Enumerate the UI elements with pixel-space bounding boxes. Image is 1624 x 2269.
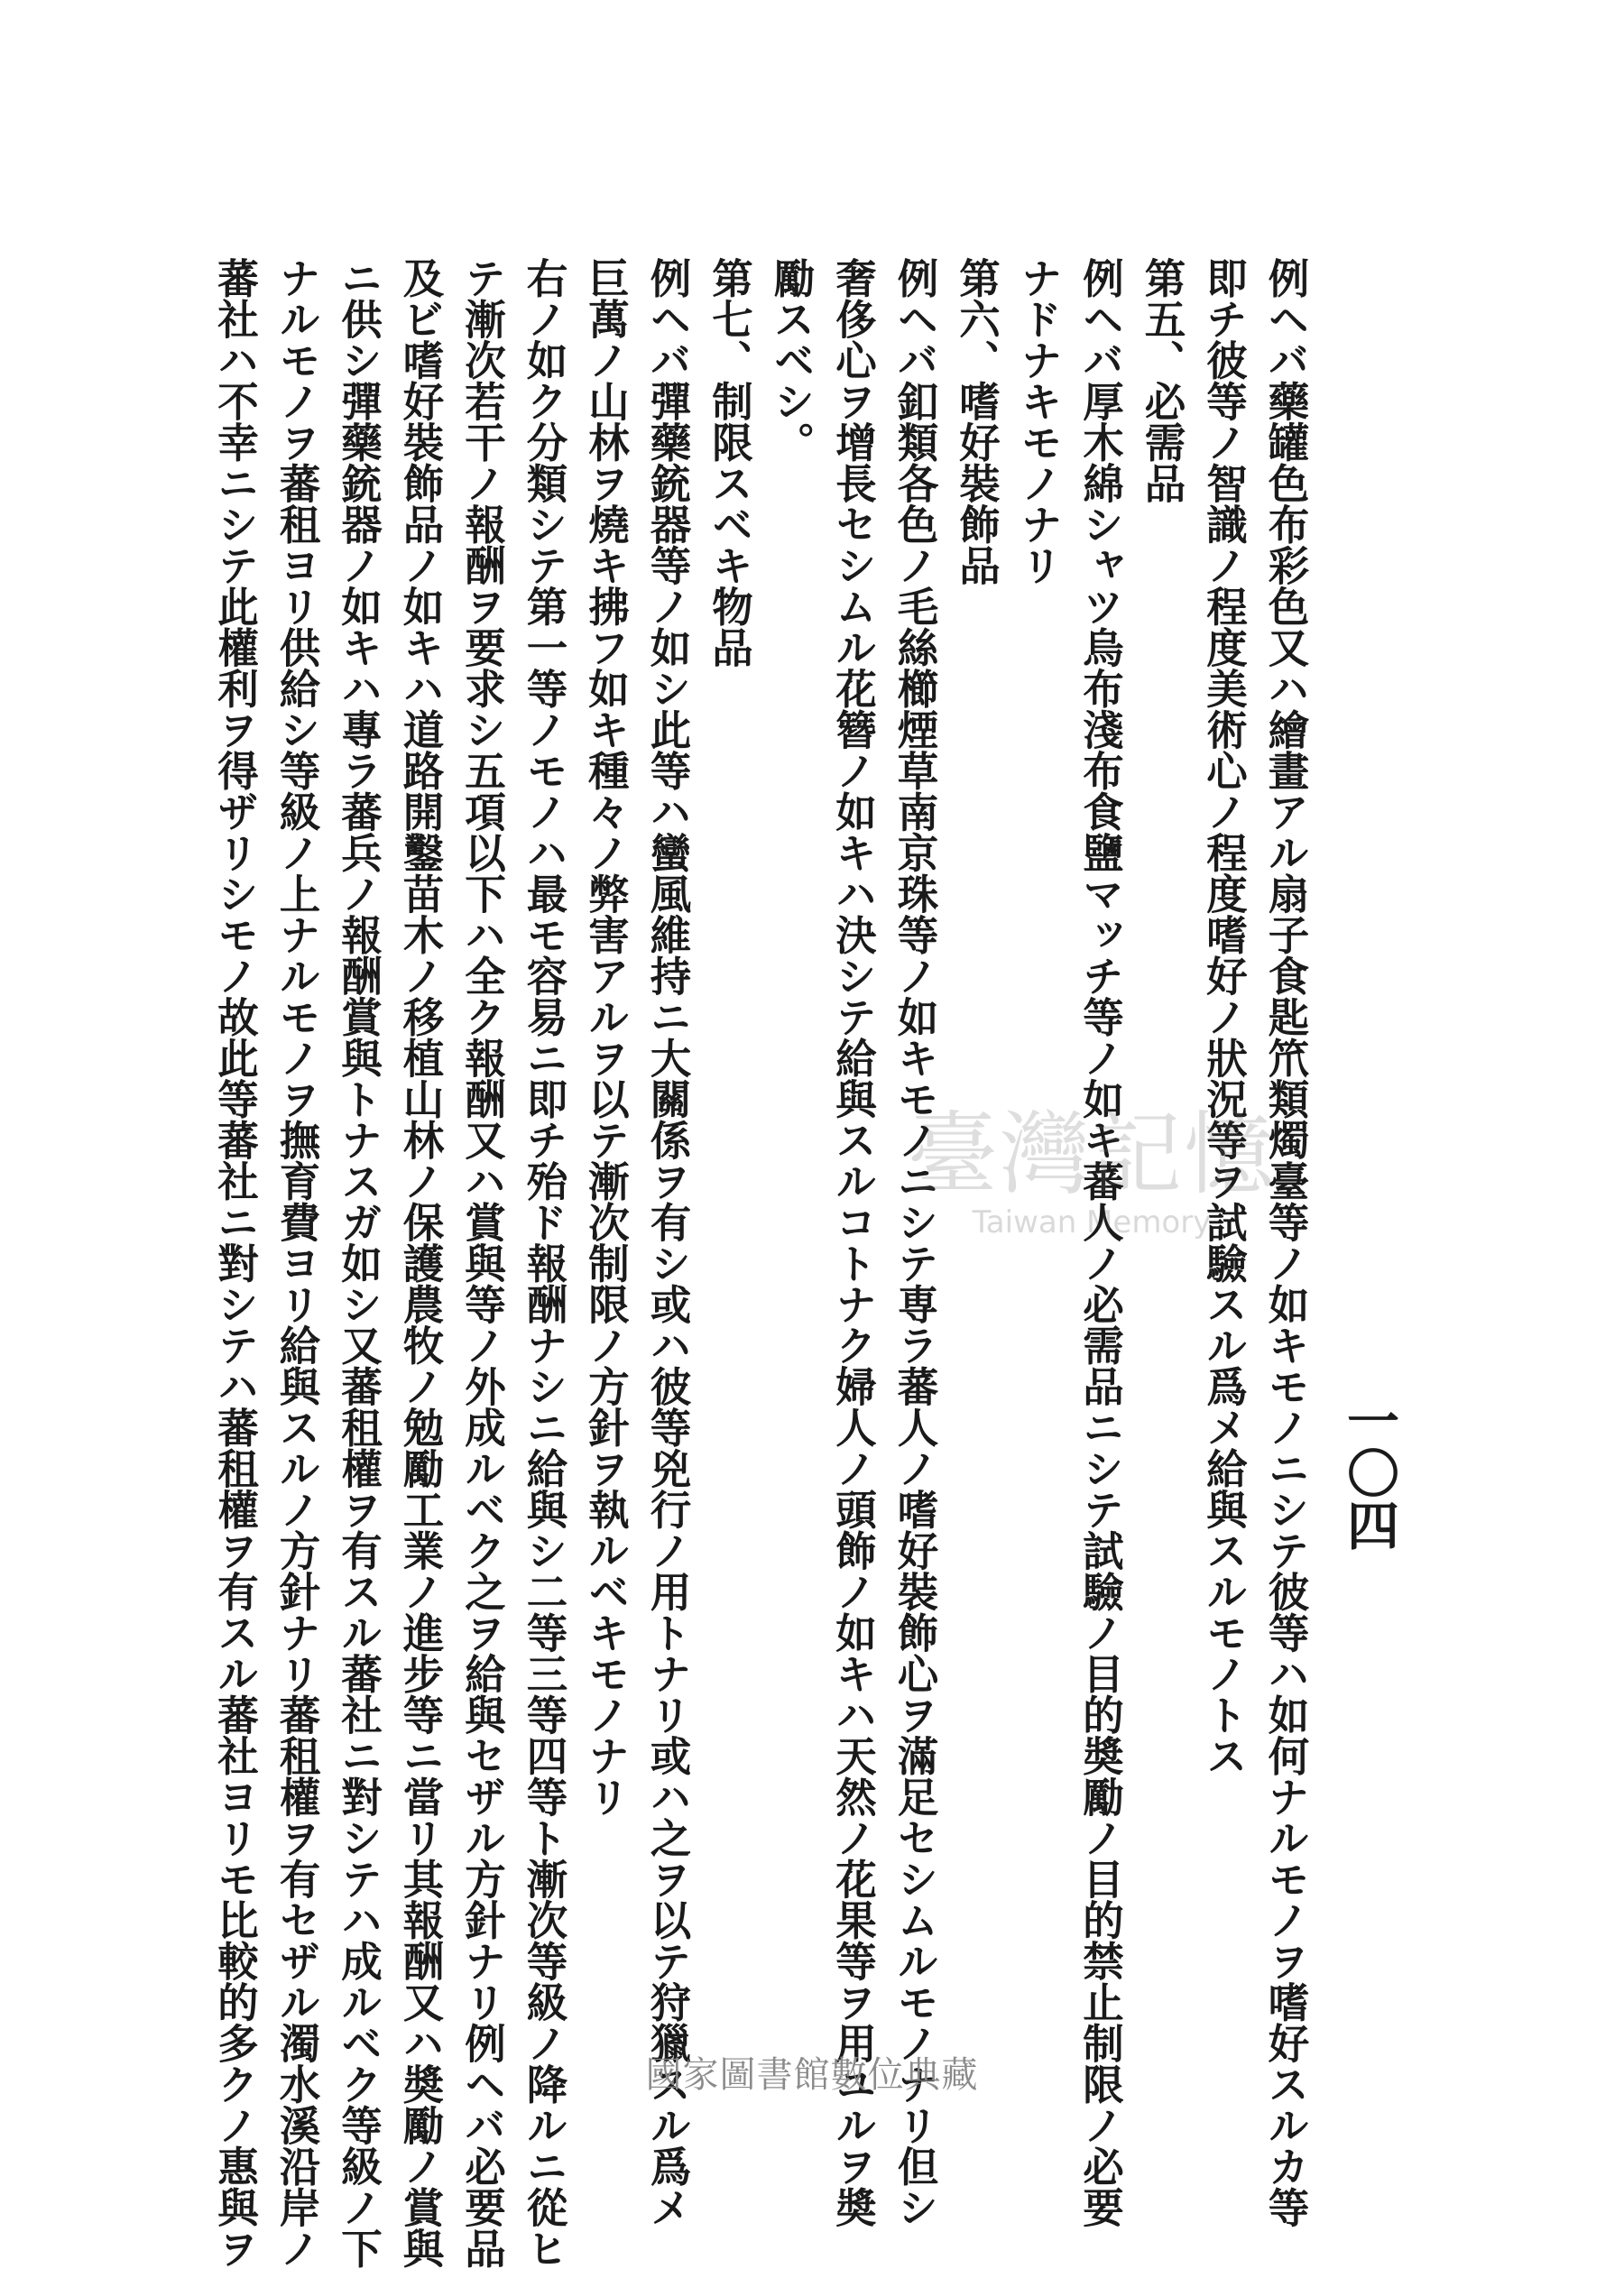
text-column: 蕃社ハ不幸ニシテ此權利ヲ得ザリシモノ故此等蕃社ニ對シテハ蕃租權ヲ有スル蕃社ヨリモ比較的多クノ惠與ヲ xyxy=(211,257,261,2269)
text-column: ナルモノヲ蕃租ヨリ供給シ等級ノ上ナルモノヲ撫育費ヨリ給與スルノ方針ナリ蕃租權ヲ有セザル濁水溪沿岸ノ xyxy=(273,257,322,2269)
text-column: 例ヘバ厚木綿シャツ烏布淺布食鹽マッチ等ノ如キ蕃人ノ必需品ニシテ試驗ノ目的奬勵ノ目的禁止制限ノ必要 xyxy=(1076,257,1126,2227)
page-number: 一〇四 xyxy=(1338,1394,1399,1551)
text-column: 例ヘバ藥罐色布彩色又ハ繪畫アル扇子食匙笊類燭臺等ノ如キモノニシテ彼等ハ如何ナルモノヲ嗜好スルカ等 xyxy=(1262,257,1311,2227)
text-column: テ漸次若干ノ報酬ヲ要求シ五項以下ハ全ク報酬又ハ賞與等ノ外成ルベク之ヲ給與セザル方針ナリ例ヘバ必要品 xyxy=(458,257,508,2269)
text-column: 例ヘバ彈藥銃器等ノ如シ此等ハ蠻風維持ニ大關係ヲ有シ或ハ彼等兇行ノ用トナリ或ハ之ヲ以テ狩獵スル爲メ xyxy=(644,257,693,2227)
footer-credit: 國家圖書館數位典藏 xyxy=(645,2054,979,2096)
section-heading: 第五、必需品 xyxy=(1139,257,1187,503)
text-column: 即チ彼等ノ智識ノ程度美術心ノ程度嗜好ノ狀況等ヲ試驗スル爲メ給與スルモノトス xyxy=(1200,257,1250,1776)
section-heading: 第六、嗜好裝飾品 xyxy=(953,257,1002,586)
watermark-title: 臺灣記憶 xyxy=(908,1102,1276,1207)
text-column: 右ノ如ク分類シテ第一等ノモノハ最モ容易ニ即チ殆ド報酬ナシニ給與シ二等三等四等ト漸次等級ノ降ルニ從ヒ xyxy=(521,257,569,2269)
text-column: 及ビ嗜好裝飾品ノ如キハ道路開鑿苗木ノ移植山林ノ保護農牧ノ勉勵工業ノ進步等ニ當リ其報酬又ハ奬勵ノ賞與 xyxy=(397,257,446,2269)
text-column: 巨萬ノ山林ヲ燒キ拂フ如キ種々ノ弊害アルヲ以テ漸次制限ノ方針ヲ執ルベキモノナリ xyxy=(582,257,632,1817)
text-column: ナドナキモノナリ xyxy=(1015,257,1064,586)
text-column: 勵スベシ。 xyxy=(768,257,817,463)
text-column: 例ヘバ釦類各色ノ毛絲櫛煙草南京珠等ノ如キモノニシテ専ラ蕃人ノ嗜好裝飾心ヲ滿足セシムルモノナリ但シ xyxy=(891,257,940,2227)
text-column: ニ供シ彈藥銃器ノ如キハ專ラ蕃兵ノ報酬賞與トナスガ如シ又蕃租權ヲ有スル蕃社ニ對シテハ成ルベク等級ノ下 xyxy=(335,257,384,2269)
watermark-subtitle: Taiwan Memory xyxy=(972,1204,1212,1241)
section-heading: 第七、制限スベキ物品 xyxy=(706,257,755,668)
text-column: 奢侈心ヲ增長セシムル花簪ノ如キハ決シテ給與スルコトナク婦人ノ頭飾ノ如キハ天然ノ花果等ヲ用ユルヲ奬 xyxy=(829,257,879,2227)
